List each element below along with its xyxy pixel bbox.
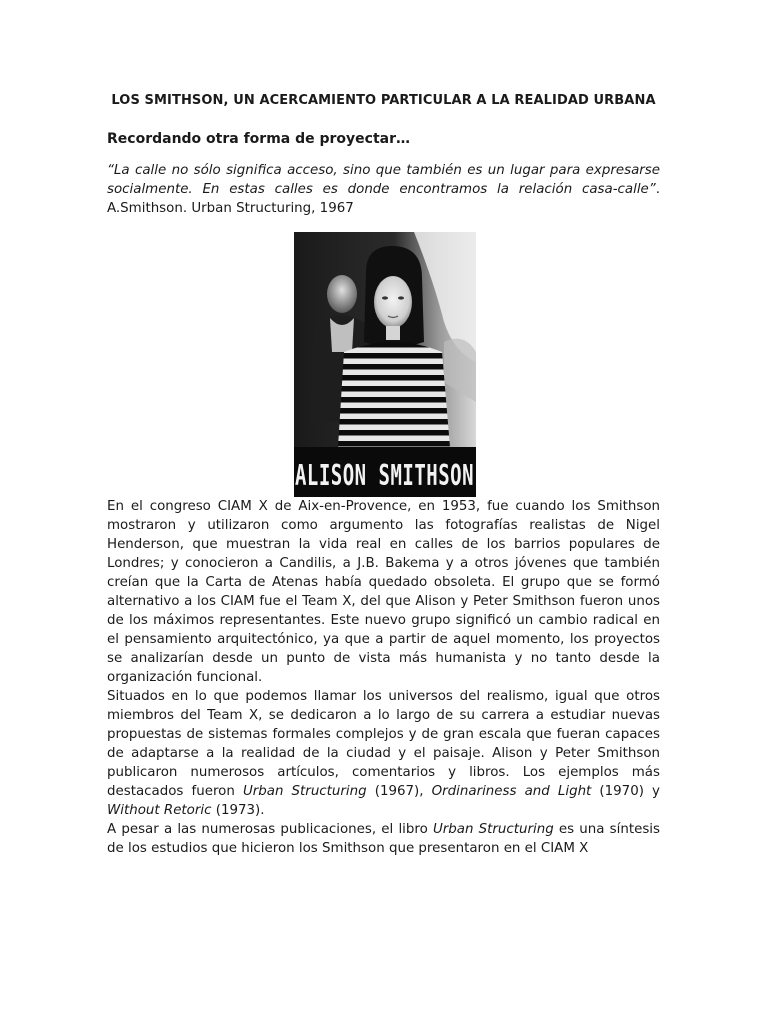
paragraph-sintesis-end: es una síntesis de los estudios que hicieron los Smithson que presentaron en el CIAM X <box>107 822 660 856</box>
book-title-ordinariness-and-light: Ordinariness and Light <box>431 784 592 799</box>
book-year-2: (1970) y <box>591 784 660 799</box>
book-title-urban-structuring: Urban Structuring <box>242 784 367 799</box>
photo-caption: ALISON SMITHSON <box>294 459 475 493</box>
book-year-3: (1973). <box>211 803 265 818</box>
photo-container <box>107 232 660 497</box>
portrait-image <box>294 232 476 497</box>
portrait-photo <box>294 232 476 497</box>
document-subtitle: Recordando otra forma de proyectar… <box>107 131 411 147</box>
document-title: LOS SMITHSON, UN ACERCAMIENTO PARTICULAR A LA REALIDAD URBANA <box>111 93 656 108</box>
quote-text: “La calle no sólo significa acceso, sino que también es un lugar para expresarse socialmente. En estas calles es donde encontramos la relación casa-calle” <box>107 163 660 197</box>
paragraph-ciam: En el congreso CIAM X de Aix-en-Provence, en 1953, fue cuando los Smithson mostraron y utilizaron como argumento las fotografías realistas de Nigel Henderson, que muestran la vida real en calles de los barrios populares de Londres; y conocieron a Candilis, a J.B. Bakema y a otros jóvenes que también creían que la Carta de Atenas había quedado obsoleta. El grupo que se formó alternativo a los CIAM fue el Team X, del que Alison y Peter Smithson fueron unos de los máximos representantes. Este nuevo grupo significó un cambio radical en el pensamiento arquitectónico, ya que a partir de aquel momento, los proyectos se analizarían desde un punto de vista más humanista y no tanto desde la organización funcional. <box>107 499 660 685</box>
quote-paragraph <box>107 161 660 218</box>
book-title-without-retoric: Without Retoric <box>107 803 212 818</box>
document-page <box>107 92 660 858</box>
paragraph-realismo <box>107 687 660 820</box>
book-year-1: (1967), <box>366 784 432 799</box>
paragraph-sintesis <box>107 820 660 858</box>
quote-attribution: . A.Smithson. Urban Structuring, 1967 <box>107 182 660 216</box>
paragraph-realismo-text: Situados en lo que podemos llamar los universos del realismo, igual que otros miembros del Team X, se dedicaron a lo largo de su carrera a estudiar nuevas propuestas de sistemas formales complejos y de gran escala que fueran capaces de adaptarse a la realidad de la ciudad y el paisaje. Alison y Peter Smithson publicaron numerosos artículos, comentarios y libros. Los ejemplos más destacados fueron <box>107 689 660 799</box>
book-title-urban-structuring-2: Urban Structuring <box>432 822 554 837</box>
paragraph-sintesis-start: A pesar a las numerosas publicaciones, el libro <box>107 822 433 837</box>
